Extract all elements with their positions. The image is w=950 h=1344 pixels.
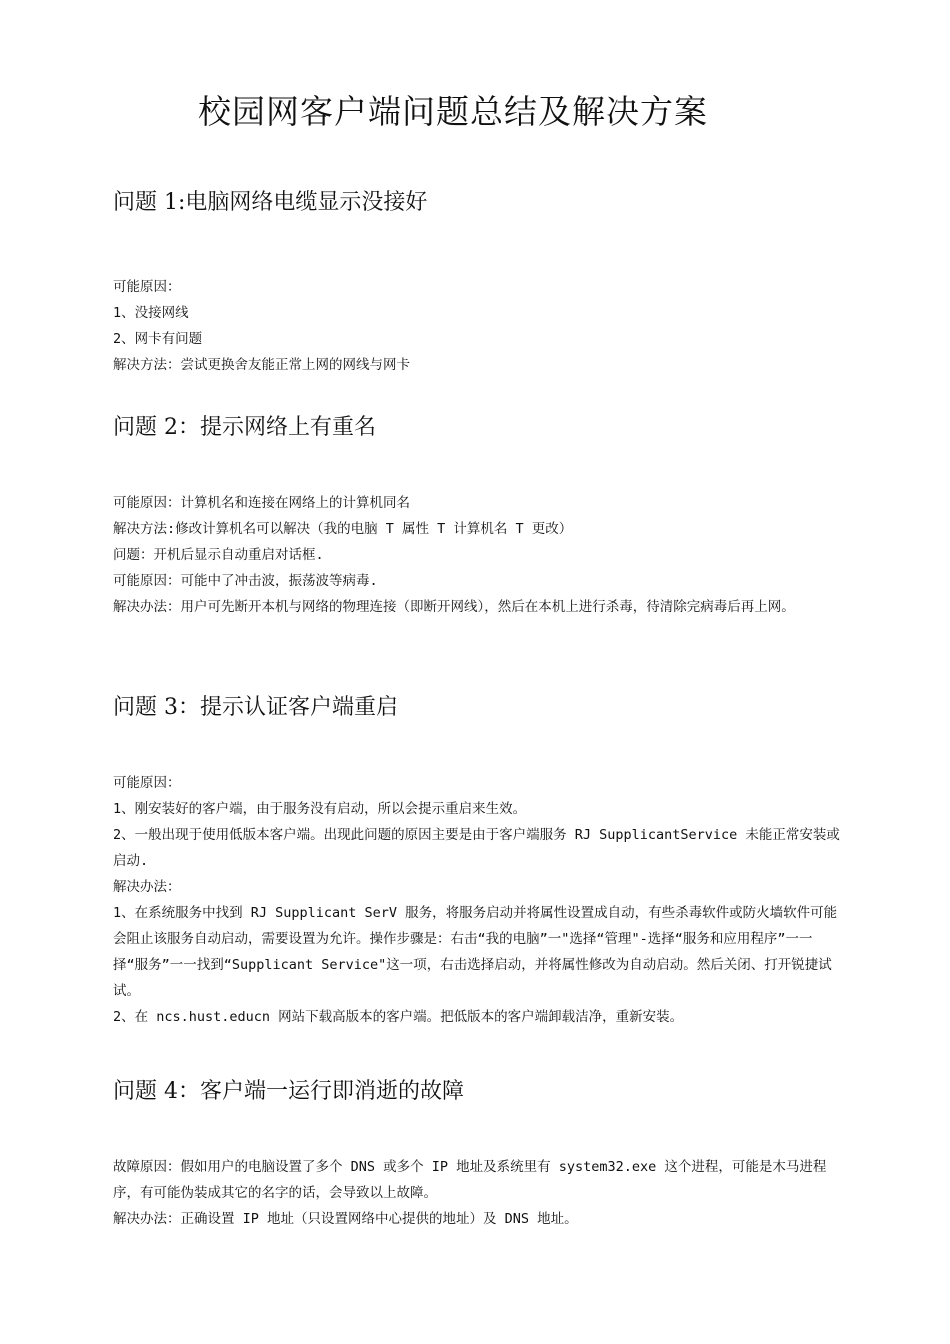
section-4-body: [113, 1154, 848, 1232]
section-1-line: 可能原因：: [113, 279, 181, 295]
section-1-body: [113, 274, 848, 378]
section-3-line: 2、在 ncs.hust.educn 网站下载高版本的客户端。把低版本的客户端卸载洁净，重新安装。: [113, 1009, 684, 1025]
section-3-line: 解决办法：: [113, 879, 181, 895]
section-1-line: 1、没接网线: [113, 305, 189, 321]
section-3-body: [113, 770, 848, 1030]
section-2-line: 可能原因：计算机名和连接在网络上的计算机同名: [113, 495, 410, 511]
document-title: 校园网客户端问题总结及解决方案: [198, 92, 708, 131]
section-3-heading: 问题 3：提示认证客户端重启: [113, 695, 398, 720]
section-2: [113, 413, 848, 620]
section-2-line: 问题：开机后显示自动重启对话框.: [113, 547, 324, 563]
section-4-line: 解决办法：正确设置 IP 地址（只设置网络中心提供的地址）及 DNS 地址。: [113, 1211, 578, 1227]
section-2-line: 可能原因：可能中了冲击波，振荡波等病毒.: [113, 573, 378, 589]
section-1-heading: 问题 1:电脑网络电缆显示没接好: [113, 190, 428, 215]
section-2-heading: 问题 2：提示网络上有重名: [113, 415, 376, 440]
section-1-line: 2、网卡有问题: [113, 331, 203, 347]
section-2-body: [113, 490, 848, 620]
section-4-heading: 问题 4：客户端一运行即消逝的故障: [113, 1079, 464, 1104]
section-3-line: 1、在系统服务中找到 RJ Supplicant SerV 服务，将服务启动并将属性设置成自动，有些杀毒软件或防火墙软件可能会阻止该服务自动启动，需要设置为允许。操作步骤是：右击“我的电脑”一"选择“管理"-选择“服务和应用程序”一一 择“服务”一一找到“Supplicant Service"这一项，右击选择启动，并将属性修改为自动启动。然后关闭、打开锐捷试试。: [113, 905, 838, 999]
section-1: [113, 188, 848, 378]
section-3-line: 1、刚安装好的客户端，由于服务没有启动，所以会提示重启来生效。: [113, 801, 527, 817]
section-3-line: 2、一般出现于使用低版本客户端。出现此问题的原因主要是由于客户端服务 RJ SupplicantService 未能正常安装或启动.: [113, 827, 840, 869]
section-2-line: 解决方法:修改计算机名可以解决（我的电脑 T 属性 T 计算机名 T 更改）: [113, 521, 573, 537]
section-3: [113, 693, 848, 1030]
section-2-line: 解决办法：用户可先断开本机与网络的物理连接（即断开网线），然后在本机上进行杀毒，待清除完病毒后再上网。: [113, 599, 795, 615]
section-4: [113, 1077, 848, 1232]
section-4-line: 故障原因：假如用户的电脑设置了多个 DNS 或多个 IP 地址及系统里有 system32.exe 这个进程，可能是木马进程序，有可能伪装成其它的名字的话，会导致以上故障。: [113, 1159, 827, 1201]
section-1-line: 解决方法：尝试更换舍友能正常上网的网线与网卡: [113, 357, 410, 373]
section-3-line: 可能原因：: [113, 775, 181, 791]
